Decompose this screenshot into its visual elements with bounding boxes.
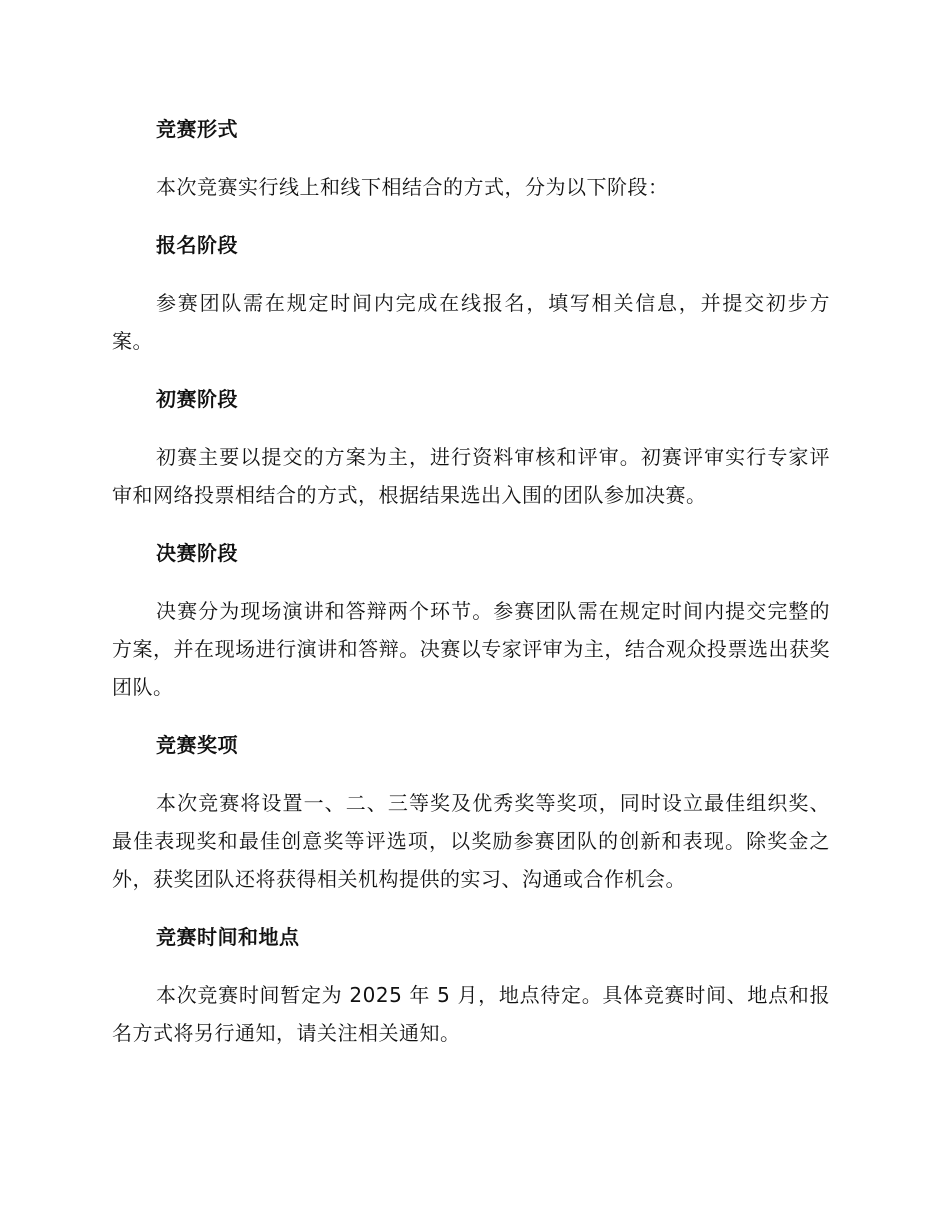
section-heading-awards: 竞赛奖项 xyxy=(156,733,238,757)
section-heading-preliminary-stage: 初赛阶段 xyxy=(156,387,238,411)
section-paragraph-registration-stage: 参赛团队需在规定时间内完成在线报名，填写相关信息，并提交初步方案。 xyxy=(112,291,830,353)
section-heading-final-stage: 决赛阶段 xyxy=(156,541,238,565)
section-paragraph-time-and-location: 本次竞赛时间暂定为 2025 年 5 月，地点待定。具体竞赛时间、地点和报名方式将另行通知，请关注相关通知。 xyxy=(112,983,830,1045)
section-heading-competition-format: 竞赛形式 xyxy=(156,117,238,141)
section-heading-time-and-location: 竞赛时间和地点 xyxy=(156,925,300,949)
section-paragraph-awards: 本次竞赛将设置一、二、三等奖及优秀奖等奖项，同时设立最佳组织奖、最佳表现奖和最佳创意奖等评选项，以奖励参赛团队的创新和表现。除奖金之外，获奖团队还将获得相关机构提供的实习、沟通或合作机会。 xyxy=(112,791,830,891)
section-paragraph-preliminary-stage: 初赛主要以提交的方案为主，进行资料审核和评审。初赛评审实行专家评审和网络投票相结合的方式，根据结果选出入围的团队参加决赛。 xyxy=(112,445,830,507)
section-paragraph-competition-format: 本次竞赛实行线上和线下相结合的方式，分为以下阶段： xyxy=(156,175,669,199)
section-heading-registration-stage: 报名阶段 xyxy=(156,233,238,257)
section-paragraph-final-stage: 决赛分为现场演讲和答辩两个环节。参赛团队需在规定时间内提交完整的方案，并在现场进行演讲和答辩。决赛以专家评审为主，结合观众投票选出获奖团队。 xyxy=(112,599,830,699)
